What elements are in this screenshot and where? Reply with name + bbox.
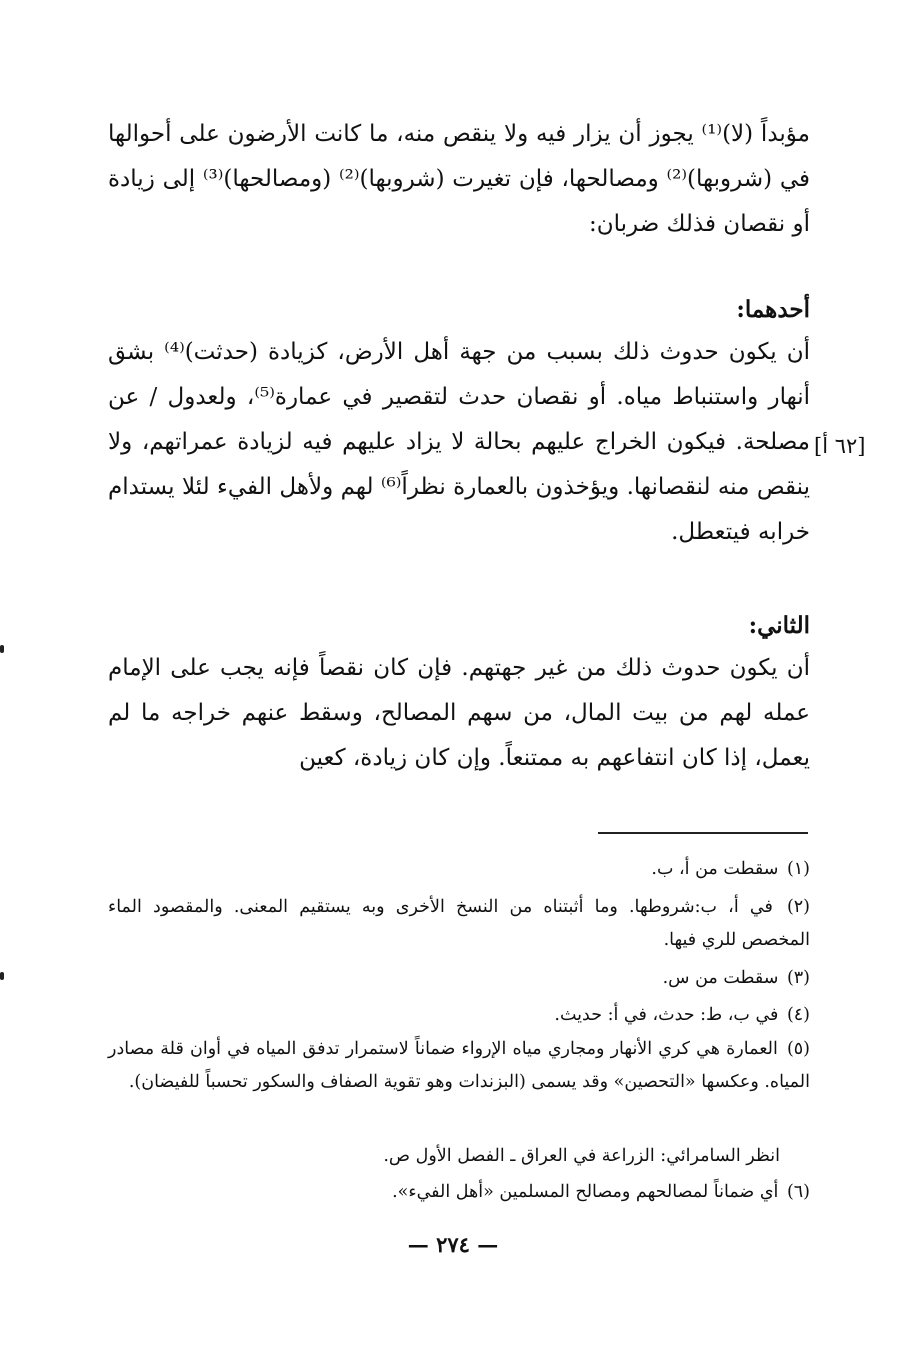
section-heading-first: أحدهما: bbox=[736, 296, 810, 323]
footnote-text: سقطت من أ، ب. bbox=[651, 859, 779, 879]
footnote-5-reference bbox=[108, 1140, 810, 1173]
paragraph-first-case: أن يكون حدوث ذلك بسبب من جهة أهل الأرض، كزيادة (حدثت)⁽⁴⁾ بشق أنهار واستنباط مياه. أو نقصان حدث لتقصير في عمارة⁽⁵⁾، ولعدول / عن مصلحة. فيكون الخراج عليهم بحالة لا يزاد عليهم فيه لزيادة عمراتهم، ولا ينقص منه لنقصانها. ويؤخذون بالعمارة نظراً⁽⁶⁾ لهم ولأهل الفيء لئلا يستدام خرابه فيتعطل. bbox=[108, 339, 811, 545]
footnote-text: انظر السامرائي: الزراعة في العراق ـ الفصل الأول ص. bbox=[383, 1146, 780, 1166]
footnote-number: (٢) bbox=[786, 897, 810, 917]
footnote-text: أي ضماناً لمصالحهم ومصالح المسلمين «أهل الفيء». bbox=[392, 1182, 779, 1202]
opening-paragraph: مؤبداً (لا)⁽¹⁾ يجوز أن يزار فيه ولا ينقص منه، ما كانت الأرضون على أحوالها في (شروبها)⁽²⁾ ومصالحها، فإن تغيرت (شروبها)⁽²⁾ (ومصالحها)⁽³⁾ إلى زيادة أو نقصان فذلك ضربان: bbox=[108, 121, 811, 237]
footnote-number: (٥) bbox=[786, 1039, 810, 1059]
paragraph-second-case: أن يكون حدوث ذلك من غير جهتهم. فإن كان نقصاً فإنه يجب على الإمام عمله لهم من بيت المال، من سهم المصالح، وسقط عنهم خراجه ما لم يعمل، إذا كان انتفاعهم به ممتنعاً. وإن كان زيادة، كعين bbox=[108, 655, 810, 771]
footnote-text: في ب، ط: حدث، في أ: حديث. bbox=[554, 1005, 779, 1025]
section-heading-second: الثاني: bbox=[748, 612, 810, 639]
scan-edge-mark bbox=[0, 972, 4, 980]
footnote-text: سقطت من س. bbox=[662, 968, 779, 988]
footnote-text: في أ، ب:شروطها. وما أثبتناه من النسخ الأخرى وبه يستقيم المعنى. والمقصود الماء المخصص للري فيها. bbox=[108, 897, 810, 950]
footnote-text: العمارة هي كري الأنهار ومجاري مياه الإرواء ضماناً لاستمرار تدفق المياه في أوان قلة مصادر المياه. وعكسها «التحصين» وقد يسمى (البزندات وهو تقوية الصفاف والسكور تحسباً للفيضان). bbox=[108, 1039, 810, 1092]
footnote-3 bbox=[108, 962, 810, 995]
footnote-number: (٦) bbox=[786, 1182, 810, 1202]
footnote-4 bbox=[108, 999, 810, 1032]
scan-edge-mark bbox=[0, 645, 4, 653]
footnote-1 bbox=[108, 853, 810, 886]
footnote-6 bbox=[108, 1176, 810, 1209]
footnote-5 bbox=[108, 1033, 810, 1099]
page-number: — ٢٧٤ — bbox=[407, 1232, 499, 1257]
footnote-number: (٣) bbox=[786, 968, 810, 988]
footnote-number: (٤) bbox=[786, 1005, 810, 1025]
footnote-number: (١) bbox=[786, 859, 810, 879]
manuscript-folio-marker: [٦٢ أ] bbox=[814, 434, 866, 458]
footnote-2 bbox=[108, 891, 810, 957]
footnote-separator bbox=[598, 832, 808, 834]
